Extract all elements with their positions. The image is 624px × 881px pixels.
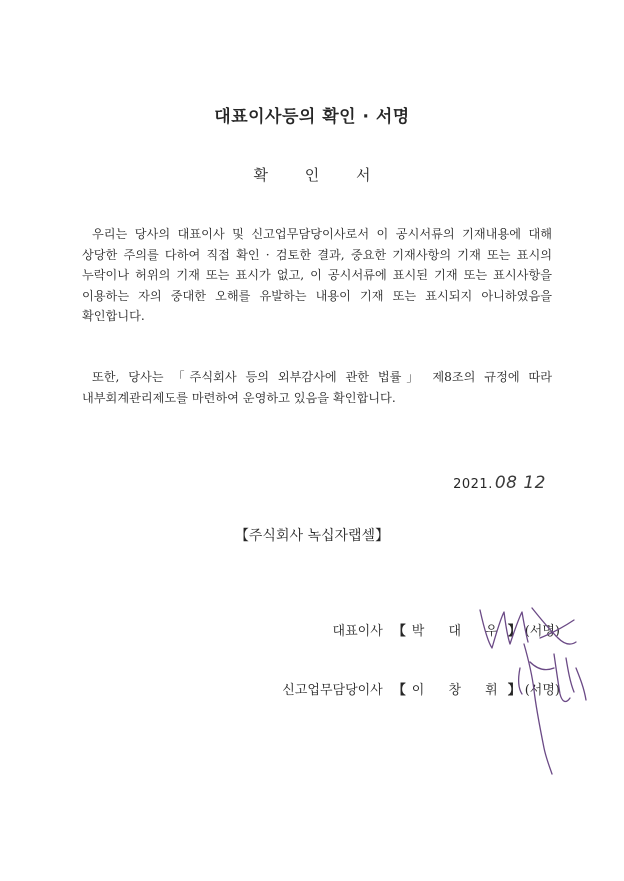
signatory-role: 신고업무담당이사 bbox=[282, 683, 383, 698]
confirmation-paragraph-2: 또한, 당사는 「주식회사 등의 외부감사에 관한 법률」 제8조의 규정에 따라 내부회계관리제도를 마련하여 운영하고 있음을 확인합니다. bbox=[82, 370, 552, 405]
signature-label: (서명) bbox=[524, 683, 560, 698]
document-date bbox=[453, 473, 546, 493]
confirmation-paragraph-1: 우리는 당사의 대표이사 및 신고업무담당이사로서 이 공시서류의 기재내용에 대해 상당한 주의를 다하여 직접 확인 · 검토한 결과, 중요한 기재사항의 기재 또는 표시의 누락이나 허위의 기재 또는 표시가 없고, 이 공시서류에 표시된 기재 또는 표시사항을 이용하는 자의 중대한 오해를 유발하는 내용이 기재 또는 표시되지 아니하였음을 확인합니다. bbox=[82, 227, 552, 323]
bracket-close: 】 bbox=[507, 624, 521, 639]
handwritten-signature bbox=[470, 598, 600, 778]
date-printed: 2021. bbox=[453, 477, 493, 492]
date-handwritten: 08 12 bbox=[494, 473, 546, 493]
bracket-close: 】 bbox=[507, 683, 521, 698]
bracket-open: 【 bbox=[392, 624, 406, 639]
signature-label: (서명) bbox=[524, 624, 560, 639]
document-subheading: 확 인 서 bbox=[253, 166, 387, 184]
signatory-name: 박 대 우 bbox=[411, 624, 508, 639]
document-heading: 대표이사등의 확인 · 서명 bbox=[214, 107, 410, 127]
signatory-name: 이 창 휘 bbox=[411, 683, 508, 698]
company-name: 【주식회사 녹십자랩셀】 bbox=[234, 528, 390, 544]
bracket-open: 【 bbox=[392, 683, 406, 698]
signatory-role: 대표이사 bbox=[332, 624, 383, 639]
